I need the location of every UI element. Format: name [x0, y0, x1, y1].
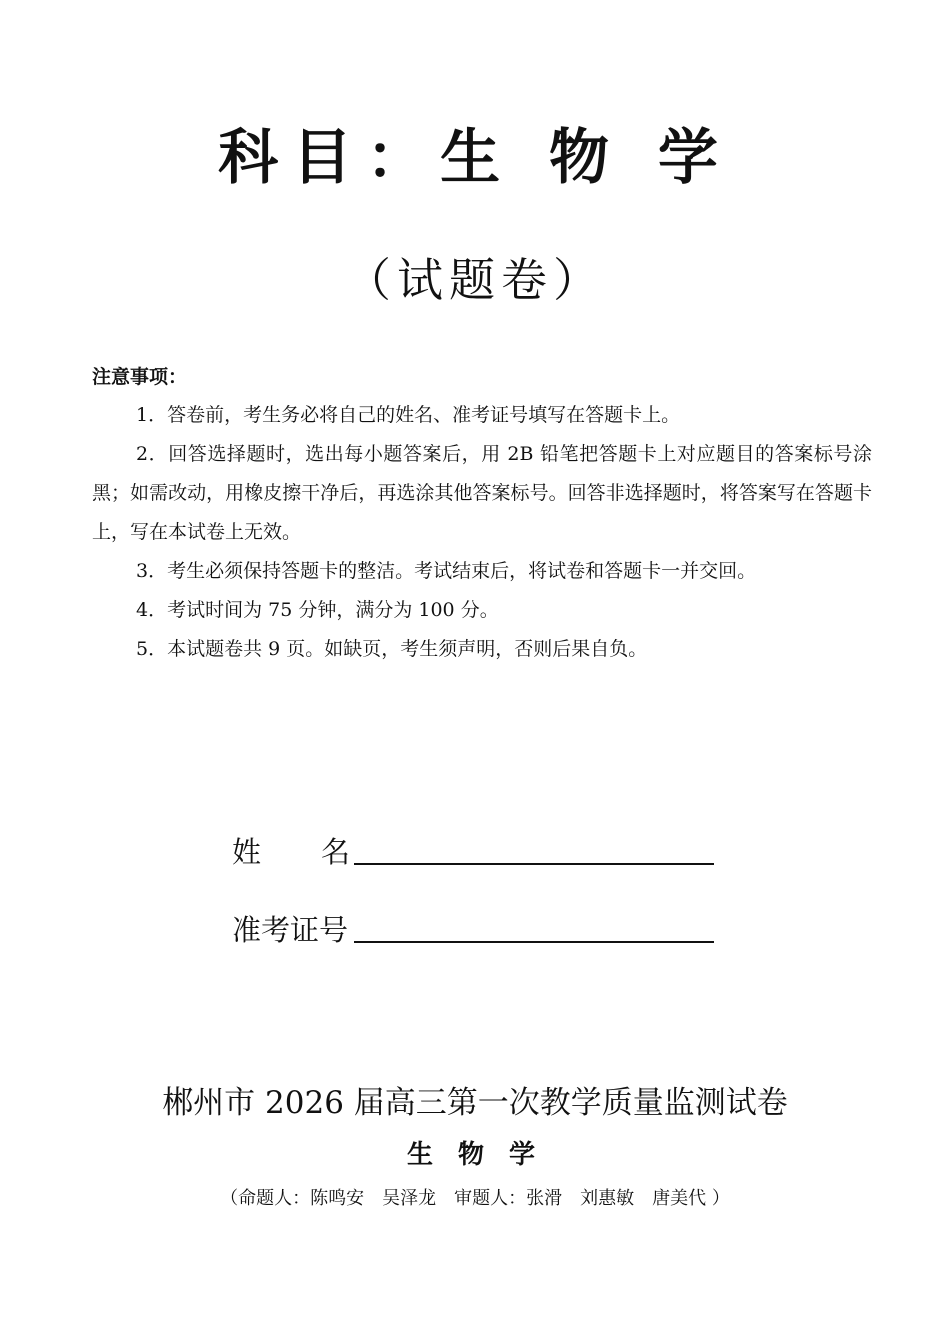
notice-item-5: 5．本试题卷共 9 页。如缺页，考生须声明，否则后果自负。: [136, 638, 648, 660]
exam-name: 郴州市 2026 届高三第一次教学质量监测试卷: [162, 1085, 788, 1121]
paper-type-label: （试题卷）: [345, 253, 605, 307]
name-field-line: [354, 863, 714, 865]
exam-id-field-row: [232, 900, 732, 952]
name-field-row: [232, 822, 732, 874]
authors-line: （命题人：陈鸣安 吴泽龙 审题人：张滑 刘惠敏 唐美代 ）: [220, 1188, 730, 1209]
notice-item-1: 1．答卷前，考生务必将自己的姓名、准考证号填写在答题卡上。: [136, 404, 681, 426]
notice-item-4: 4．考试时间为 75 分钟，满分为 100 分。: [136, 599, 499, 621]
name-field-label: 姓名: [232, 835, 411, 869]
exam-id-field-line: [354, 941, 714, 943]
notice-item-2: 2．回答选择题时，选出每小题答案后，用 2B 铅笔把答题卡上对应题目的答案标号涂黑；如需改动，用橡皮擦干净后，再选涂其他答案标号。回答非选择题时，将答案写在答题卡上，写在本试卷上无效。: [92, 443, 872, 543]
subject-title: 科目：生 物 学: [218, 123, 732, 193]
notice-item-3: 3．考生必须保持答题卡的整洁。考试结束后，将试卷和答题卡一并交回。: [136, 560, 757, 582]
exam-id-field-label: 准考证号: [232, 913, 349, 947]
candidate-fields: [232, 822, 732, 978]
notice-heading: 注意事项：: [92, 366, 188, 388]
footer-subject: 生 物 学: [406, 1140, 544, 1170]
notice-section: [92, 362, 872, 669]
